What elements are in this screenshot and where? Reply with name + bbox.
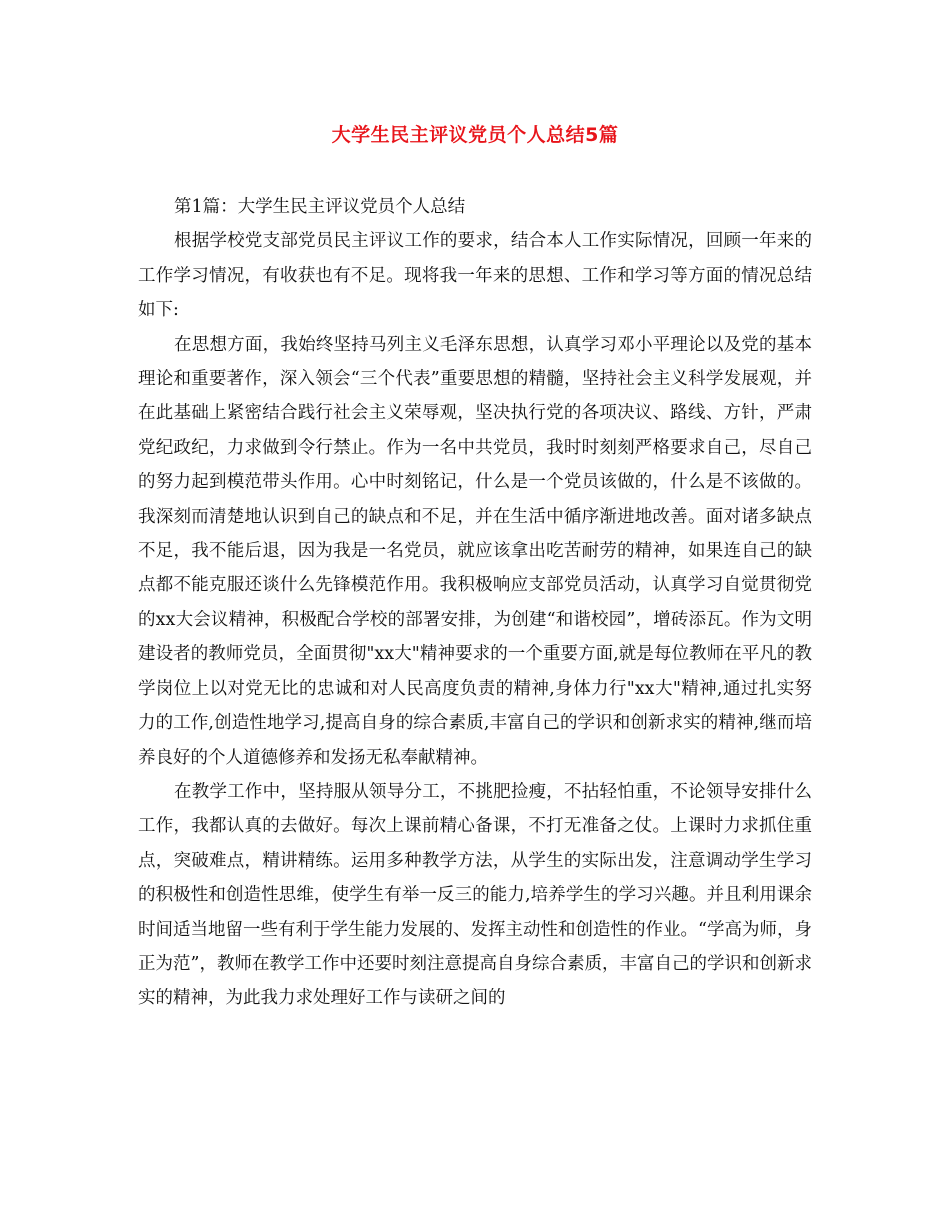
paragraph-intro: 根据学校党支部党员民主评议工作的要求，结合本人工作实际情况，回顾一年来的工作学习情况，有收获也有不足。现将我一年来的思想、工作和学习等方面的情况总结如下: [138, 231, 812, 321]
document-body [138, 190, 812, 1016]
section-heading: 第1篇：大学生民主评议党员个人总结 [174, 197, 466, 217]
paragraph-teaching: 在教学工作中，坚持服从领导分工，不挑肥捡瘦，不拈轻怕重，不论领导安排什么工作，我都认真的去做好。每次上课前精心备课，不打无准备之仗。上课时力求抓住重点，突破难点，精讲精练。运用多种教学方法，从学生的实际出发，注意调动学生学习的积极性和创造性思维，使学生有举一反三的能力,培养学生的学习兴趣。并且利用课余时间适当地留一些有利于学生能力发展的、发挥主动性和创造性的作业。“学高为师，身正为范”，教师在教学工作中还要时刻注意提高自身综合素质，丰富自己的学识和创新求实的精神，为此我力求处理好工作与读研之间的 [138, 781, 812, 1009]
document-title: 大学生民主评议党员个人总结5篇 [331, 124, 619, 146]
paragraph-thought: 在思想方面，我始终坚持马列主义毛泽东思想，认真学习邓小平理论以及党的基本理论和重要著作，深入领会“三个代表”重要思想的精髓，坚持社会主义科学发展观，并在此基础上紧密结合践行社会主义荣辱观，坚决执行党的各项决议、路线、方针，严肃党纪政纪，力求做到令行禁止。作为一名中共党员，我时时刻刻严格要求自己，尽自己的努力起到模范带头作用。心中时刻铭记，什么是一个党员该做的，什么是不该做的。我深刻而清楚地认识到自己的缺点和不足，并在生活中循序渐进地改善。面对诸多缺点不足，我不能后退，因为我是一名党员，就应该拿出吃苦耐劳的精神，如果连自己的缺点都不能克服还谈什么先锋模范作用。我积极响应支部党员活动，认真学习自觉贯彻党的xx大会议精神，积极配合学校的部署安排，为创建“和谐校园”，增砖添瓦。作为文明建设者的教师党员，全面贯彻"xx大"精神要求的一个重要方面,就是每位教师在平凡的教学岗位上以对党无比的忠诚和对人民高度负责的精神,身体力行"xx大"精神,通过扎实努力的工作,创造性地学习,提高自身的综合素质,丰富自己的学识和创新求实的精神,继而培养良好的个人道德修养和发扬无私奉献精神。 [138, 334, 812, 768]
